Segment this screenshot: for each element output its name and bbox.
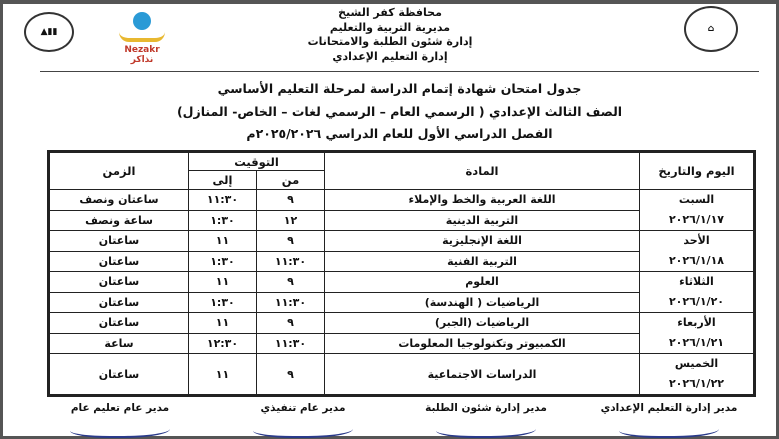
header-subject: المادة xyxy=(325,152,640,190)
signatures xyxy=(40,402,749,438)
subject-cell: العلوم xyxy=(325,272,640,293)
day-date-cell xyxy=(640,272,755,313)
day-date-cell xyxy=(640,231,755,272)
table-row xyxy=(49,231,755,252)
subject-cell: اللغة العربية والخط والإملاء xyxy=(325,190,640,211)
from-cell: ٩ xyxy=(257,272,325,293)
governorate-line: محافظة كفر الشيخ xyxy=(338,6,442,19)
duration-cell: ساعتان xyxy=(49,272,189,293)
grade-title: الصف الثالث الإعدادي ( الرسمي العام – الرسمي لغات – الخاص- المنازل) xyxy=(176,103,623,119)
subject-cell: الرياضيات (الجبر) xyxy=(325,313,640,334)
main-title: جدول امتحان شهادة إتمام الدراسة لمرحلة التعليم الأساسي xyxy=(217,81,582,96)
exam-date: ٢٠٢٦/١/١٧ xyxy=(668,213,725,226)
header-to: إلى xyxy=(189,171,257,190)
to-cell: ١:٣٠ xyxy=(189,210,257,231)
table-row xyxy=(49,190,755,211)
department-line: إدارة شئون الطلبة والامتحانات xyxy=(307,35,473,48)
day-name: السبت xyxy=(678,193,715,206)
governorate-logo: ⌂ xyxy=(684,6,738,52)
from-cell: ٩ xyxy=(257,190,325,211)
header-timing: التوقيت xyxy=(189,152,325,171)
day-name: الأربعاء xyxy=(677,316,716,329)
subject-cell: الكمبيوتر وتكنولوجيا المعلومات xyxy=(325,333,640,354)
from-cell: ١٢ xyxy=(257,210,325,231)
day-name: الأحد xyxy=(683,234,710,247)
signature-block xyxy=(40,402,200,438)
duration-cell: ساعتان ونصف xyxy=(49,190,189,211)
to-cell: ١١:٣٠ xyxy=(189,190,257,211)
signature-block xyxy=(406,402,566,438)
header-duration: الزمن xyxy=(49,152,189,190)
signature xyxy=(70,420,170,438)
nezakr-logo: Nezakr نذاكر xyxy=(112,12,172,62)
exam-schedule-table xyxy=(47,150,756,397)
day-date-cell xyxy=(640,190,755,231)
to-cell: ١١ xyxy=(189,313,257,334)
signature-title: مدير عام تنفيذي xyxy=(260,402,346,414)
table-row xyxy=(49,354,755,396)
exam-date: ٢٠٢٦/١/١٨ xyxy=(668,254,725,267)
exam-date: ٢٠٢٦/١/٢٠ xyxy=(668,295,725,308)
duration-cell: ساعة xyxy=(49,333,189,354)
to-cell: ١٢:٣٠ xyxy=(189,333,257,354)
exam-date: ٢٠٢٦/١/٢١ xyxy=(668,336,725,349)
signature-title: مدير عام تعليم عام xyxy=(70,402,170,414)
header-day: اليوم والتاريخ xyxy=(640,152,755,190)
divider xyxy=(40,71,759,72)
from-cell: ٩ xyxy=(257,231,325,252)
exam-date: ٢٠٢٦/١/٢٢ xyxy=(668,377,725,390)
duration-cell: ساعتان xyxy=(49,251,189,272)
signature xyxy=(436,420,536,438)
from-cell: ٩ xyxy=(257,313,325,334)
to-cell: ١١ xyxy=(189,272,257,293)
day-name: الخميس xyxy=(674,357,719,370)
table-row xyxy=(49,272,755,293)
from-cell: ١١:٣٠ xyxy=(257,292,325,313)
duration-cell: ساعتان xyxy=(49,292,189,313)
signature-title: مدير إدارة شئون الطلبة xyxy=(425,402,547,414)
from-cell: ١١:٣٠ xyxy=(257,333,325,354)
duration-cell: ساعتان xyxy=(49,231,189,252)
day-date-cell xyxy=(640,313,755,354)
administration-line: إدارة التعليم الإعدادي xyxy=(332,49,448,63)
duration-cell: ساعتان xyxy=(49,354,189,396)
from-cell: ٩ xyxy=(257,354,325,396)
signature xyxy=(253,420,353,438)
subject-cell: الدراسات الاجتماعية xyxy=(325,354,640,396)
subject-cell: الرياضيات ( الهندسة) xyxy=(325,292,640,313)
issuer-header xyxy=(250,6,530,64)
day-name: الثلاثاء xyxy=(679,275,714,288)
subject-cell: التربية الفنية xyxy=(325,251,640,272)
term-title: الفصل الدراسي الأول للعام الدراسي ٢٠٢٥/٢٠٢٦م xyxy=(246,126,553,141)
to-cell: ١١ xyxy=(189,231,257,252)
signature-block xyxy=(223,402,383,438)
header-from: من xyxy=(257,171,325,190)
to-cell: ١:٣٠ xyxy=(189,251,257,272)
signature xyxy=(619,420,719,438)
subject-cell: التربية الدينية xyxy=(325,210,640,231)
to-cell: ١١ xyxy=(189,354,257,396)
duration-cell: ساعة ونصف xyxy=(49,210,189,231)
from-cell: ١١:٣٠ xyxy=(257,251,325,272)
directorate-line: مديرية التربية والتعليم xyxy=(329,20,451,34)
document-titles xyxy=(60,78,739,146)
to-cell: ١:٣٠ xyxy=(189,292,257,313)
signature-title: مدير إدارة التعليم الإعدادي xyxy=(600,402,738,414)
subject-cell: اللغة الإنجليزية xyxy=(325,231,640,252)
table-row xyxy=(49,313,755,334)
day-date-cell xyxy=(640,354,755,396)
signature-block xyxy=(589,402,749,438)
duration-cell: ساعتان xyxy=(49,313,189,334)
directorate-logo: ▲▮▮ xyxy=(24,12,74,52)
